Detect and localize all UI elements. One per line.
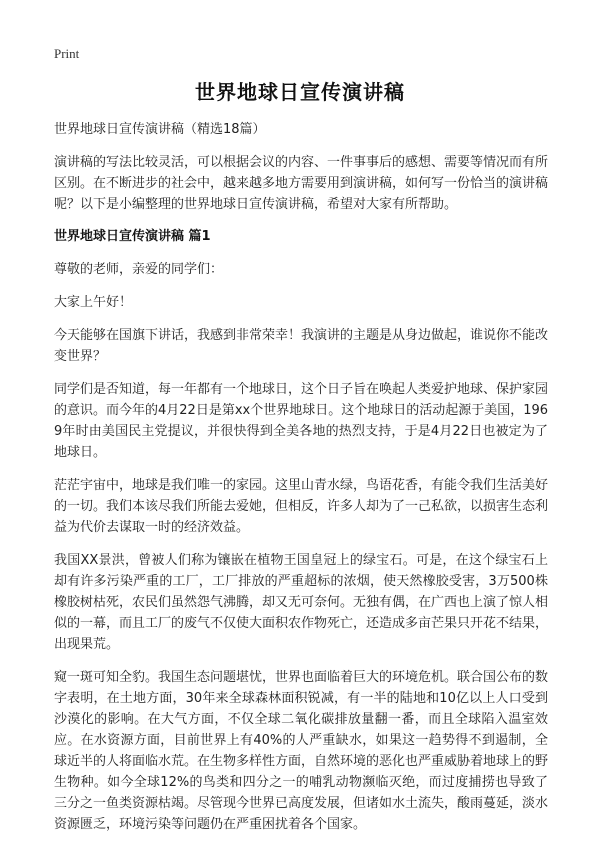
body-paragraph: 我国XX景洪，曾被人们称为镶嵌在植物王国皇冠上的绿宝石。可是，在这个绿宝石上却有许多污染严重的工厂，工厂排放的严重超标的浓烟，使天然橡胶受害，3万500株橡胶树枯死，农民们虽然怨气沸腾，却又无可奈何。无独有偶，在广西也上演了惊人相似的一幕，而且工厂的废气不仅使大面积农作物死亡，还造成多亩芒果只开花不结果，出现果荒。 xyxy=(54,553,549,652)
body-paragraph: 同学们是否知道，每一年都有一个地球日，这个日子旨在唤起人类爱护地球、保护家园的意识。而今年的4月22日是第xx个世界地球日。这个地球日的活动起源于美国，1969年时由美国民主党提议，并很快得到全美各地的热烈支持，于是4月22日也被定为了地球日。 xyxy=(54,382,549,460)
body-paragraph: 今天能够在国旗下讲话，我感到非常荣幸！我演讲的主题是从身边做起，谁说你不能改变世界？ xyxy=(54,328,549,364)
section-heading: 世界地球日宣传演讲稿 篇1 xyxy=(54,229,211,244)
print-link[interactable]: Print xyxy=(54,46,80,61)
greeting-paragraph: 尊敬的老师，亲爱的同学们： xyxy=(54,262,224,277)
salutation-paragraph: 大家上午好！ xyxy=(54,295,133,310)
article-subtitle: 世界地球日宣传演讲稿（精选18篇） xyxy=(54,122,266,137)
body-paragraph: 窥一斑可知全豹。我国生态问题堪忧，世界也面临着巨大的环境危机。联合国公布的数字表明，在土地方面，30年来全球森林面积锐减，有一半的陆地和10亿以上人口受到沙漠化的影响。在大气方面，不仅全球二氧化碳排放量翻一番，而且全球陷入温室效应。在水资源方面，目前世界上有40%的人严重缺水，如果这一趋势得不到遏制，全球近半的人将面临水荒。在生物多样性方面，自然环境的恶化也严重威胁着地球上的野生物种。如今全球12%的鸟类和四分之一的哺乳动物濒临灭绝，而过度捕捞也导致了三分之一鱼类资源枯竭。尽管现今世界已高度发展，但诸如水土流失，酸雨蔓延，淡水资源匮乏，环境污染等问题仍在严重困扰着各个国家。 xyxy=(54,670,549,832)
article-body xyxy=(54,120,548,847)
body-paragraph: 茫茫宇宙中，地球是我们唯一的家园。这里山青水绿，鸟语花香，有能令我们生活美好的一切。我们本该尽我们所能去爱她，但相反，许多人却为了一己私欲，以损害生态利益为代价去谋取一时的经济效益。 xyxy=(54,478,549,535)
page-title: 世界地球日宣传演讲稿 xyxy=(195,80,405,104)
intro-paragraph: 演讲稿的写法比较灵活，可以根据会议的内容、一件事事后的感想、需要等情况而有所区别。在不断进步的社会中，越来越多地方需要用到演讲稿，如何写一份恰当的演讲稿呢？以下是小编整理的世界地球日宣传演讲稿，希望对大家有所帮助。 xyxy=(54,155,549,212)
